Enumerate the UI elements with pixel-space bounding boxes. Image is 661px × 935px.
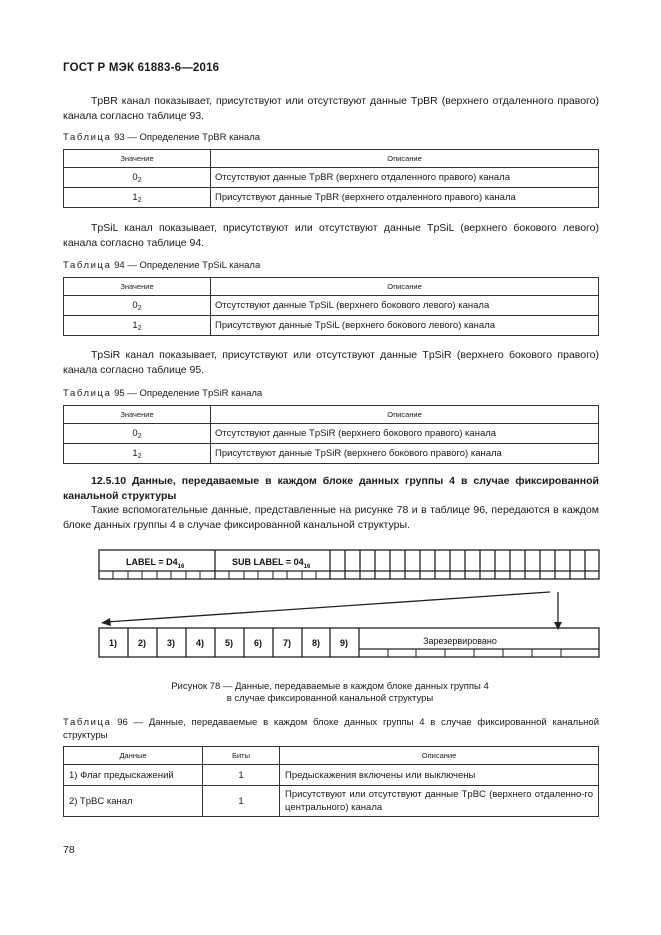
table-row (64, 296, 599, 316)
table-96 (63, 746, 599, 817)
value-cell: $1_2$ (64, 316, 211, 336)
desc-cell: Отсутствуют данные TpSiR (верхнего бокового правого) канала (211, 424, 599, 444)
figure-caption-line-1: Рисунок 78 — Данные, передаваемые в каждом блоке данных группы 4 (171, 681, 489, 692)
caption-word: Таблица (63, 717, 112, 728)
bit-6-label: 6) (253, 638, 263, 648)
table-header-row (64, 406, 599, 424)
table-96-caption (63, 716, 599, 742)
table-95 (63, 405, 599, 464)
desc-cell: Присутствуют данные TpSiR (верхнего бокового правого) канала (211, 444, 599, 464)
bit-8-label: 8) (311, 638, 321, 648)
table-row (64, 444, 599, 464)
table-header-row (64, 747, 599, 765)
paragraph-tpsir (63, 348, 599, 378)
col-value-header: Значение (64, 150, 211, 168)
sub-label-field: SUB LABEL = $04_{16}$ (232, 557, 311, 570)
desc-cell: Отсутствуют данные TpBR (верхнего отдаленного правого) канала (211, 168, 599, 188)
page-number: 78 (63, 844, 75, 856)
table-header-row (64, 278, 599, 296)
paragraph-tpsir-text: TpSiR канал показывает, присутствуют или отсутствуют данные TpSiR (верхнего бокового правого) канала согласно таблице 95. (63, 349, 599, 376)
label-field: LABEL = $D4_{16}$ (126, 557, 185, 570)
paragraph-tpbr-text: TpBR канал показывает, присутствуют или отсутствуют данные TpBR (верхнего отдаленного правого) канала согласно таблице 93. (63, 95, 599, 122)
diagonal-arrow (106, 592, 550, 622)
section-heading (63, 474, 599, 504)
desc-cell: Присутствуют данные TpBR (верхнего отдаленного правого) канала (211, 188, 599, 208)
col-desc-header: Описание (280, 747, 599, 765)
value-cell: $0_2$ (64, 296, 211, 316)
table-94 (63, 277, 599, 336)
value-cell: $1_2$ (64, 444, 211, 464)
desc-cell: Присутствуют данные TpSiL (верхнего бокового левого) канала (211, 316, 599, 336)
table-row (64, 765, 599, 786)
figure-caption-line-2: в случае фиксированной канальной структуры (226, 693, 434, 704)
bits-cell: 1 (203, 786, 280, 817)
col-value-header: Значение (64, 406, 211, 424)
document-header: ГОСТ Р МЭК 61883-6—2016 (63, 62, 220, 74)
value-cell: $0_2$ (64, 168, 211, 188)
data-cell: 1) Флаг предыскажений (64, 765, 203, 786)
bit-7-label: 7) (282, 638, 292, 648)
paragraph-tpsil (63, 221, 599, 251)
bit-2-label: 2) (137, 638, 147, 648)
bits-cell: 1 (203, 765, 280, 786)
bit-4-label: 4) (195, 638, 205, 648)
caption-rest: 96 — Данные, передаваемые в каждом блоке данных группы 4 в случае фиксированной канальной структуры (63, 717, 599, 741)
caption-word: Таблица (63, 260, 112, 271)
col-value-header: Значение (64, 278, 211, 296)
value-cell: $0_2$ (64, 424, 211, 444)
table-row (64, 316, 599, 336)
caption-rest: 93 — Определение TpBR канала (111, 132, 261, 143)
col-desc-header: Описание (211, 278, 599, 296)
desc-cell: Предыскажения включены или выключены (280, 765, 599, 786)
table-95-caption (63, 388, 262, 399)
arrow-head-left-icon (101, 618, 111, 626)
table-93-caption (63, 132, 260, 143)
reserved-field: Зарезервировано (423, 636, 497, 646)
bit-5-label: 5) (224, 638, 234, 648)
table-row (64, 424, 599, 444)
col-bits-header: Биты (203, 747, 280, 765)
desc-cell: Присутствуют или отсутствуют данные TpBC (верхнего отдаленно-го центрального) канала (280, 786, 599, 817)
paragraph-tpbr (63, 94, 599, 124)
table-row (64, 188, 599, 208)
caption-rest: 95 — Определение TpSiR канала (111, 388, 263, 399)
caption-word: Таблица (63, 132, 112, 143)
bit-1-label: 1) (108, 638, 118, 648)
bit-3-label: 3) (166, 638, 176, 648)
paragraph-tpsil-text: TpSiL канал показывает, присутствуют или отсутствуют данные TpSiL (верхнего бокового левого) канала согласно таблице 94. (63, 222, 599, 249)
table-header-row (64, 150, 599, 168)
bit-9-label: 9) (339, 638, 349, 648)
col-data-header: Данные (64, 747, 203, 765)
figure-78-caption (130, 681, 530, 705)
paragraph-figure-intro-text: Такие вспомогательные данные, представленные на рисунке 78 и в таблице 96, передаются в каждом блоке данных группы 4 в случае фиксированной канальной структуры. (63, 504, 599, 531)
col-desc-header: Описание (211, 406, 599, 424)
caption-word: Таблица (63, 388, 112, 399)
section-title: 12.5.10 Данные, передаваемые в каждом блоке данных группы 4 в случае фиксированной канальной структуры (63, 475, 599, 502)
caption-rest: 94 — Определение TpSiL канала (111, 260, 261, 271)
table-93 (63, 149, 599, 208)
table-row (64, 168, 599, 188)
paragraph-figure-intro (63, 503, 599, 533)
col-desc-header: Описание (211, 150, 599, 168)
table-row (64, 786, 599, 817)
arrow-head-down-icon (554, 622, 562, 630)
value-cell: $1_2$ (64, 188, 211, 208)
table-94-caption (63, 260, 260, 271)
data-cell: 2) TpBC канал (64, 786, 203, 817)
desc-cell: Отсутствуют данные TpSiL (верхнего бокового левого) канала (211, 296, 599, 316)
figure-78-diagram (0, 540, 661, 675)
